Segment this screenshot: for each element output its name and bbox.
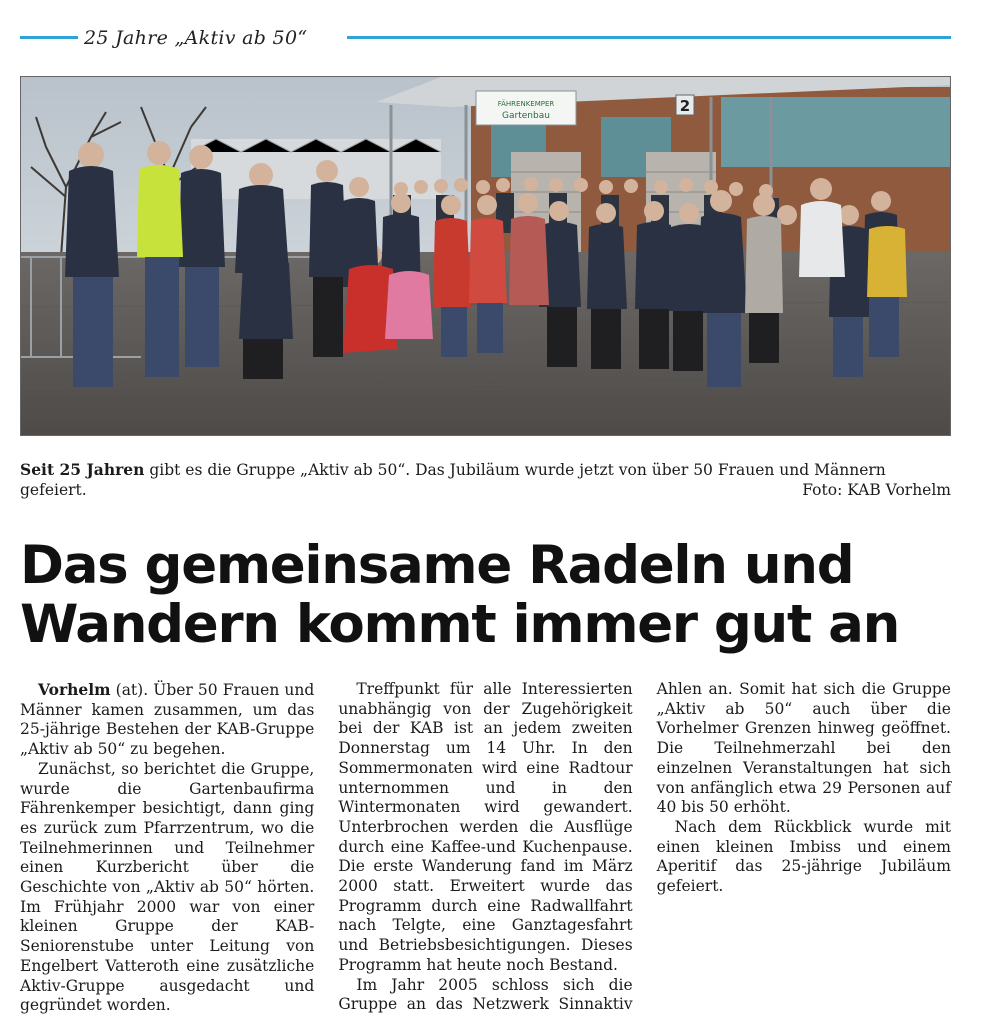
article-paragraph-5: Nach dem Rückblick wurde mit einen kleinen Imbiss und einem Aperitif das 25-jährige Jubiläum gefeiert. [656,817,951,896]
section-kicker [20,26,951,50]
article-paragraph-3: Treffpunkt für alle Interessierten unabhängig von der Zugehörigkeit bei der KAB ist an jedem zweiten Donnerstag um 14 Uhr. In den Sommermonaten wird eine Radtour unternommen und in den Wintermonaten wird gewandert. Unterbrochen werden die Ausflüge durch eine Kaffee-und Kuchenpause. Die erste Wanderung fand im März 2000 statt. Erweitert wurde das Programm durch eine Radwallfahrt nach Telgte, eine Ganztagesfahrt und Betriebsbesichtigungen. Dieses Programm hat heute noch Bestand. [338,680,633,974]
photo-caption [20,460,951,500]
caption-lead: Seit 25 Jahren [20,460,145,479]
caption-text: gibt es die Gruppe „Aktiv ab 50“. Das Jubiläum wurde jetzt von über 50 Frauen und Männern gefeiert. [20,461,886,499]
article-body [20,680,951,1020]
kicker-text: 25 Jahre „Aktiv ab 50“ [84,27,308,49]
kicker-rule-left [20,36,78,39]
sign-brand-top: FÄHRENKEMPER [497,100,555,108]
headline-line-1: Das gemeinsame Radeln und [20,535,854,596]
kicker-rule-right [347,36,951,39]
headline-line-2: Wandern kommt immer gut an [20,594,900,655]
article-paragraph-4: Im Jahr 2005 schloss sich die Gruppe an das Netzwerk Sinnaktiv Ahlen an. Somit hat sich die Gruppe „Aktiv ab 50“ auch über die Vorhelmer Grenzen hinweg geöffnet. Die Teilnehmerzahl bei den einzelnen Veranstaltungen hat sich von anfänglich etwa 29 Personen auf 40 bis 50 erhöht. [338,680,951,1014]
group-photo [20,76,951,436]
paragraph-1-text: (at). Über 50 Frauen und Männer kamen zusammen, um das 25-jährige Bestehen der KAB-Gruppe „Aktiv ab 50“ zu begehen. [20,681,315,759]
dateline-place: Vorhelm [38,680,111,699]
sign-number: 2 [679,97,691,115]
photo-credit: Foto: KAB Vorhelm [802,481,951,499]
article-headline [20,536,960,654]
article-paragraph-1 [20,680,314,760]
article-paragraph-2: Zunächst, so berichtet die Gruppe, wurde die Gartenbaufirma Fährenkemper besichtigt, dann ging es zurück zum Pfarrzentrum, wo die Teilnehmerinnen und Teilnehmer einen Kurzbericht über die Geschichte von „Aktiv ab 50“ hörten. Im Frühjahr 2000 war von einer kleinen Gruppe der KAB-Seniorenstube unter Leitung von Engelbert Vatteroth eine zusätzliche Aktiv-Gruppe ausgedacht und gegründet worden. [20,759,315,1015]
sign-brand-bottom: Gartenbau [502,111,550,121]
